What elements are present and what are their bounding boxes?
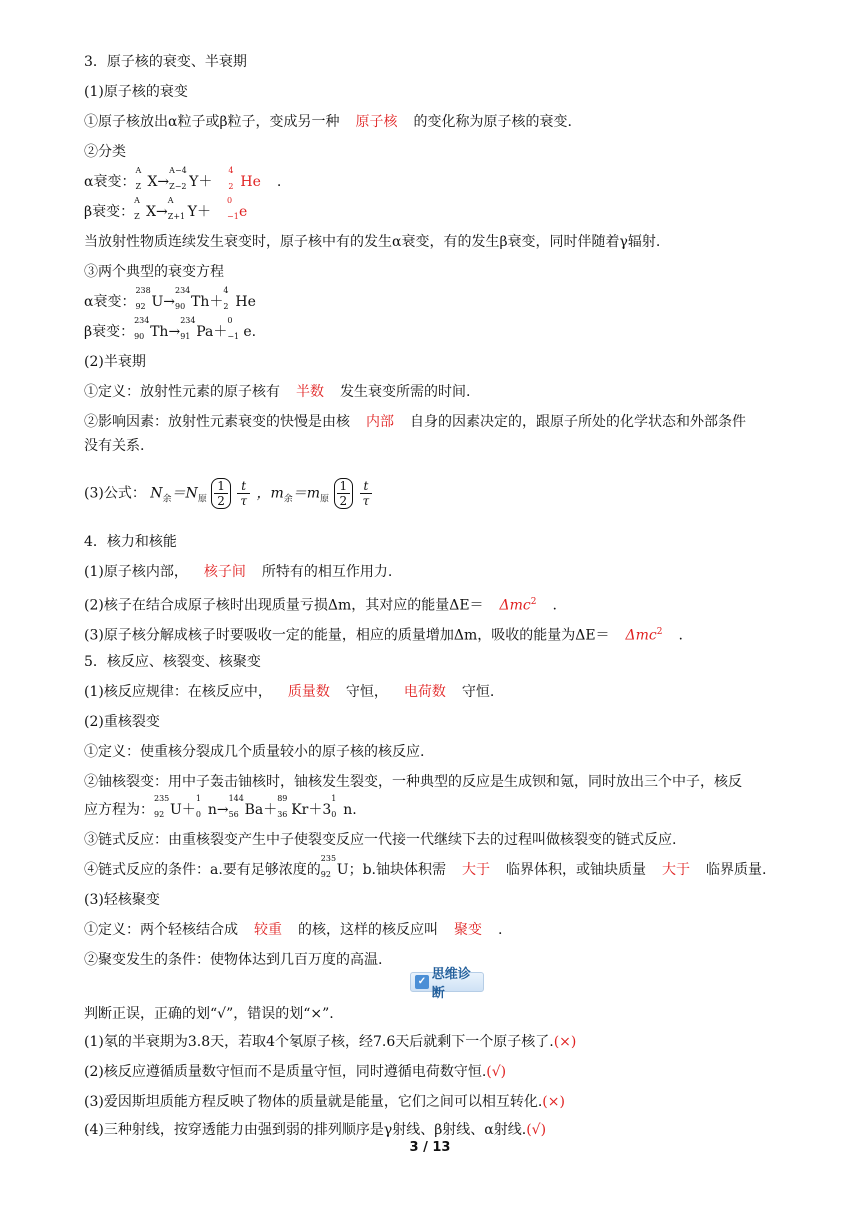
- blank-answer: 大于: [662, 862, 691, 878]
- judge-answer: (√): [526, 1122, 547, 1138]
- judge-item-2: (2)核反应遵循质量数守恒而不是质量守恒，同时遵循电荷数守恒.(√): [84, 1064, 507, 1080]
- section-4-heading: 4．核力和核能: [84, 534, 177, 550]
- typical-equations-title: ③两个典型的衰变方程: [84, 264, 224, 280]
- judge-item-1: (1)氡的半衰期为3.8天，若取4个氡原子核，经7.6天后就剩下一个原子核了.(×): [84, 1034, 577, 1050]
- typical-beta-equation: β衰变： 234 90 Th→ 234 91 Pa＋ 0 −1 e.: [84, 316, 257, 341]
- blank-answer: 电荷数: [403, 684, 446, 700]
- half-life-factor: ②影响因素：放射性元素衰变的快慢是由核 内部 自身的因素决定的，跟原子所处的化学状态和外部条件: [84, 414, 746, 430]
- classification-title: ②分类: [84, 144, 126, 160]
- judge-answer: (×): [542, 1094, 565, 1110]
- beta-decay-general: β衰变： A Z X→ A Z+1 Y＋ 0 −1 e: [84, 196, 248, 221]
- radiation-text: 当放射性物质连续发生衰变时，原子核中有的发生α衰变，有的发生β衰变，同时伴随着γ辐射.: [84, 234, 661, 250]
- half-life-formula: (3)公式： $N_余=N_原$ $\frac{1}{2}$ $\frac{t}{\tau}$ ，$m_余=m_原$ $\frac{1}{2}$ $\frac{t}{\tau}$: [84, 478, 374, 518]
- judge-intro: 判断正误，正确的划“√”，错误的划“×”.: [84, 1006, 334, 1022]
- chain-reaction: ③链式反应：由重核裂变产生中子使裂变反应一代接一代继续下去的过程叫做核裂变的链式反应.: [84, 832, 677, 848]
- blank-answer: 核子间: [203, 564, 246, 580]
- check-icon: ✓: [415, 975, 429, 989]
- blank-answer: 大于: [462, 862, 491, 878]
- blank-answer: 内部: [366, 414, 394, 430]
- blank-answer: 原子核: [355, 114, 398, 130]
- page-number: 3 / 13: [409, 1140, 451, 1155]
- judge-item-4: (4)三种射线，按穿透能力由强到弱的排列顺序是γ射线、β射线、α射线.(√): [84, 1122, 547, 1138]
- half-life-definition: ①定义：放射性元素的原子核有 半数 发生衰变所需的时间.: [84, 384, 471, 400]
- half-life-factor-cont: 没有关系.: [84, 438, 145, 454]
- reaction-rule: (1)核反应规律：在核反应中， 质量数 守恒， 电荷数 守恒.: [84, 684, 495, 700]
- fission-title: (2)重核裂变: [84, 714, 160, 730]
- judge-answer: (×): [553, 1034, 577, 1050]
- blank-answer: 聚变: [454, 922, 482, 938]
- fusion-definition: ①定义：两个轻核结合成 较重 的核，这样的核反应叫 聚变 .: [84, 922, 503, 938]
- judge-answer: (√): [486, 1064, 507, 1080]
- judge-item-3: (3)爱因斯坦质能方程反映了物体的质量就是能量，它们之间可以相互转化.(×): [84, 1094, 565, 1110]
- typical-alpha-equation: α衰变： 238 92 U→ 234 90 Th＋ 4 2 He: [84, 286, 256, 311]
- section-3-heading: 3．原子核的衰变、半衰期: [84, 54, 247, 70]
- binding-energy: (3)原子核分解成核子时要吸收一定的能量，相应的质量增加Δm，吸收的能量为ΔE＝ Δmc$^2$ .: [84, 622, 683, 644]
- nuclear-force: (1)原子核内部， 核子间 所特有的相互作用力.: [84, 564, 393, 580]
- blank-answer: Δmc$^2$: [625, 627, 663, 644]
- section-5-heading: 5．核反应、核裂变、核聚变: [84, 654, 261, 670]
- blank-answer: Δmc$^2$: [499, 597, 537, 614]
- fission-definition: ①定义：使重核分裂成几个质量较小的原子核的核反应.: [84, 744, 425, 760]
- uranium-fission: ②铀核裂变：用中子轰击铀核时，铀核发生裂变，一种典型的反应是生成钡和氪，同时放出三个中子，核反: [84, 774, 742, 790]
- decay-title: (1)原子核的衰变: [84, 84, 188, 100]
- chain-condition: ④链式反应的条件：a.要有足够浓度的 235 92 U；b.铀块体积需 大于 临界体积，或铀块质量 大于 临界质量.: [84, 854, 767, 879]
- decay-definition: ①原子核放出α粒子或β粒子，变成另一种 原子核 的变化称为原子核的衰变.: [84, 114, 572, 130]
- blank-answer: 较重: [254, 922, 282, 938]
- thinking-diagnosis-badge: ✓ 思维诊断: [410, 972, 484, 992]
- alpha-decay-general: α衰变： A Z X→ A−4 Z−2 Y＋ 4 2 He .: [84, 166, 282, 191]
- fusion-condition: ②聚变发生的条件：使物体达到几百万度的高温.: [84, 952, 383, 968]
- mass-defect: (2)核子在结合成原子核时出现质量亏损Δm，其对应的能量ΔE＝ Δmc$^2$ .: [84, 592, 557, 614]
- uranium-fission-equation: 应方程为： 235 92 U＋ 1 0 n→ 144 56 Ba＋ 89 36 Kr＋3 1 0 n.: [84, 794, 357, 819]
- half-life-title: (2)半衰期: [84, 354, 146, 370]
- blank-answer: 质量数: [287, 684, 330, 700]
- fusion-title: (3)轻核聚变: [84, 892, 160, 908]
- blank-answer: 半数: [296, 384, 324, 400]
